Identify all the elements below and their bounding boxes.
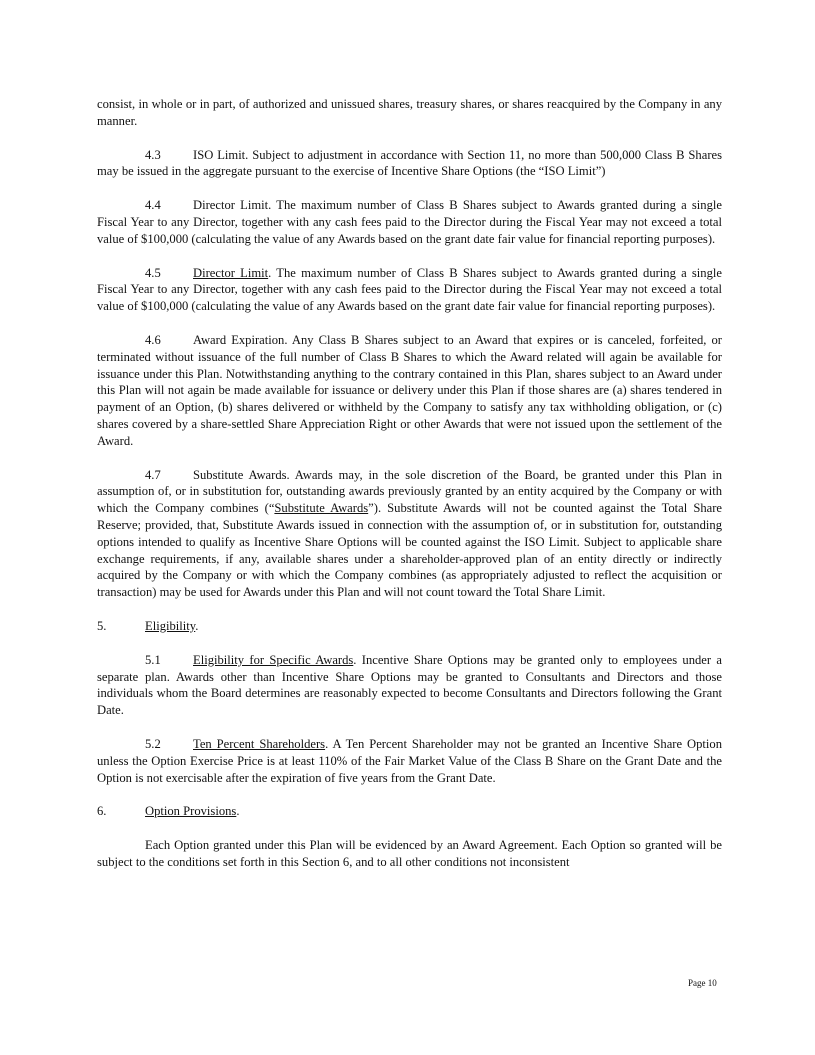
section-heading: Eligibility	[145, 618, 196, 633]
section-6-heading	[97, 803, 722, 820]
section-body: Each Option granted under this Plan will be evidenced by an Award Agreement. Each Option so granted will be subject to the conditions set forth in this Section 6, and to all other conditions not inconsistent	[97, 838, 722, 869]
section-heading: Ten Percent Shareholders	[193, 736, 326, 751]
section-heading: Director Limit	[193, 265, 269, 280]
document-page	[97, 96, 722, 871]
defined-term: Substitute Awards	[274, 501, 369, 516]
section-number: 6.	[97, 804, 107, 819]
section-number: 4.7	[145, 467, 161, 482]
section-body: . Incentive Share Options may be granted only to employees under a separate plan. Awards other than Incentive Share Options may be granted to Consultants and Directors and those individuals whom the Board determines are reasonably expected to become Consultants and Directors following the Grant Date.	[97, 652, 722, 718]
section-body: ISO Limit. Subject to adjustment in accordance with Section 11, no more than 500,000 Class B Shares may be issued in the aggregate pursuant to the exercise of Incentive Share Options (the “ISO Limit”)	[97, 147, 722, 179]
section-5-2	[97, 736, 722, 786]
section-body: . The maximum number of Class B Shares subject to Awards granted during a single Fiscal Year to any Director, together with any cash fees paid to the Director during the Fiscal Year may not exceed a total value of $100,000 (calculating the value of any Awards based on the grant date fair value for financial reporting purposes).	[97, 265, 722, 314]
page-number: Page 10	[688, 978, 717, 988]
section-number: 4.4	[145, 198, 161, 213]
continuation-paragraph: consist, in whole or in part, of authorized and unissued shares, treasury shares, or shares reacquired by the Company in any manner.	[97, 97, 722, 128]
section-body-part-b: ”). Substitute Awards will not be counted against the Total Share Reserve; provided, that, Substitute Awards issued in connection with the assumption of, or in substitution for, outstanding options intended to qualify as Incentive Share Options will be counted against the ISO Limit. Subject to applicable share exchange requirements, if any, available shares under a shareholder-approved plan of an entity directly or indirectly acquired by the Company or with which the Company combines (as appropriately adjusted to reflect the acquisition or transaction) may be used for Awards under this Plan and will not count toward the Total Share Limit.	[97, 501, 722, 600]
section-body: Director Limit. The maximum number of Class B Shares subject to Awards granted during a single Fiscal Year to any Director, together with any cash fees paid to the Director during the Fiscal Year may not exceed a total value of $100,000 (calculating the value of any Awards based on the grant date fair value for financial reporting purposes).	[97, 198, 722, 246]
section-6-intro	[97, 837, 722, 871]
section-body: Award Expiration. Any Class B Shares subject to an Award that expires or is canceled, forfeited, or terminated without issuance of the full number of Class B Shares to which the Award related will again be available for issuance under this Plan. Notwithstanding anything to the contrary contained in this Plan, shares subject to an Award under this Plan will not again be made available for issuance or delivery under this Plan if those shares are (a) shares tendered in payment of an Option, (b) shares delivered or withheld by the Company to satisfy any tax withholding obligation, or (c) shares covered by a share-settled Share Appreciation Right or other Awards that were not issued upon the settlement of the Award.	[97, 332, 722, 448]
section-4-5	[97, 265, 722, 315]
section-4-3	[97, 147, 722, 181]
heading-tail: .	[195, 618, 199, 633]
section-number: 5.2	[145, 736, 161, 751]
section-heading: Eligibility for Specific Awards	[193, 652, 354, 667]
section-5-heading	[97, 618, 722, 635]
section-body: . A Ten Percent Shareholder may not be granted an Incentive Share Option unless the Option Exercise Price is at least 110% of the Fair Market Value of the Class B Share on the Grant Date and the Option is not exercisable after the expiration of five years from the Grant Date.	[97, 736, 722, 785]
section-heading: Option Provisions	[145, 804, 237, 819]
section-number: 5.	[97, 618, 107, 633]
section-number: 4.3	[145, 147, 161, 162]
section-body-part-a: Substitute Awards. Awards may, in the sole discretion of the Board, be granted under this Plan in assumption of, or in substitution for, outstanding awards previously granted by an entity acquired by the Company or with which the Company combines (“	[97, 467, 722, 516]
section-4-6	[97, 332, 722, 450]
section-5-1	[97, 652, 722, 719]
section-number: 4.6	[145, 332, 161, 347]
section-4-4	[97, 197, 722, 247]
heading-tail: .	[236, 804, 240, 819]
section-number: 4.5	[145, 265, 161, 280]
section-number: 5.1	[145, 652, 161, 667]
section-4-7	[97, 467, 722, 601]
